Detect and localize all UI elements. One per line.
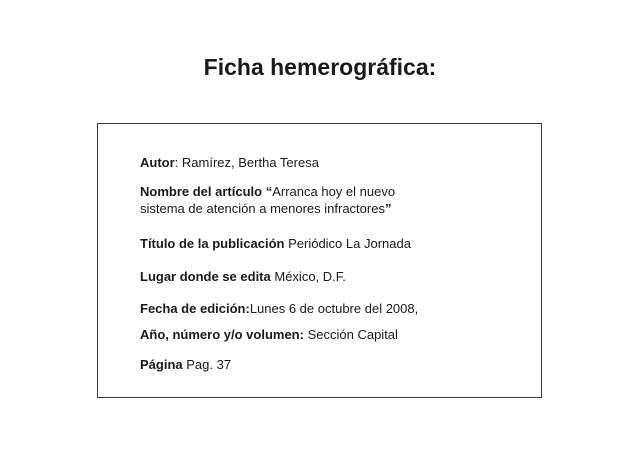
field-articulo-line1 <box>140 183 535 200</box>
field-articulo-open-quote: “ <box>265 184 273 199</box>
field-lugar-value: México, D.F. <box>274 269 346 284</box>
field-articulo-value-line1: Arranca hoy el nuevo <box>272 184 396 199</box>
field-pagina-label: Página <box>140 357 183 372</box>
field-articulo-label: Nombre del artículo <box>140 184 263 199</box>
field-autor-label: Autor <box>140 155 175 170</box>
field-autor <box>140 154 535 171</box>
field-pagina <box>140 356 535 373</box>
field-autor-separator: : <box>174 155 182 170</box>
page-title: Ficha hemerográfica: <box>203 54 437 80</box>
field-fecha-value: Lunes 6 de octubre del 2008, <box>249 301 419 316</box>
field-lugar <box>140 268 535 285</box>
field-publicacion-value: Periódico La Jornada <box>288 236 411 251</box>
field-fecha-label: Fecha de edición: <box>140 301 250 316</box>
field-volumen <box>140 326 535 343</box>
field-autor-value: Ramírez, Bertha Teresa <box>181 155 319 170</box>
citation-card <box>97 123 542 398</box>
field-articulo-line2 <box>140 200 535 217</box>
field-volumen-label: Año, número y/o volumen: <box>140 327 304 342</box>
field-fecha <box>140 300 535 317</box>
field-publicacion-label: Título de la publicación <box>140 236 285 251</box>
field-publicacion <box>140 235 535 252</box>
field-volumen-value: Sección Capital <box>307 327 398 342</box>
field-articulo-close-quote: ” <box>384 201 392 216</box>
field-lugar-label: Lugar donde se edita <box>140 269 271 284</box>
field-pagina-value: Pag. 37 <box>186 357 232 372</box>
field-articulo-value-line2: sistema de atención a menores infractores <box>140 201 385 216</box>
